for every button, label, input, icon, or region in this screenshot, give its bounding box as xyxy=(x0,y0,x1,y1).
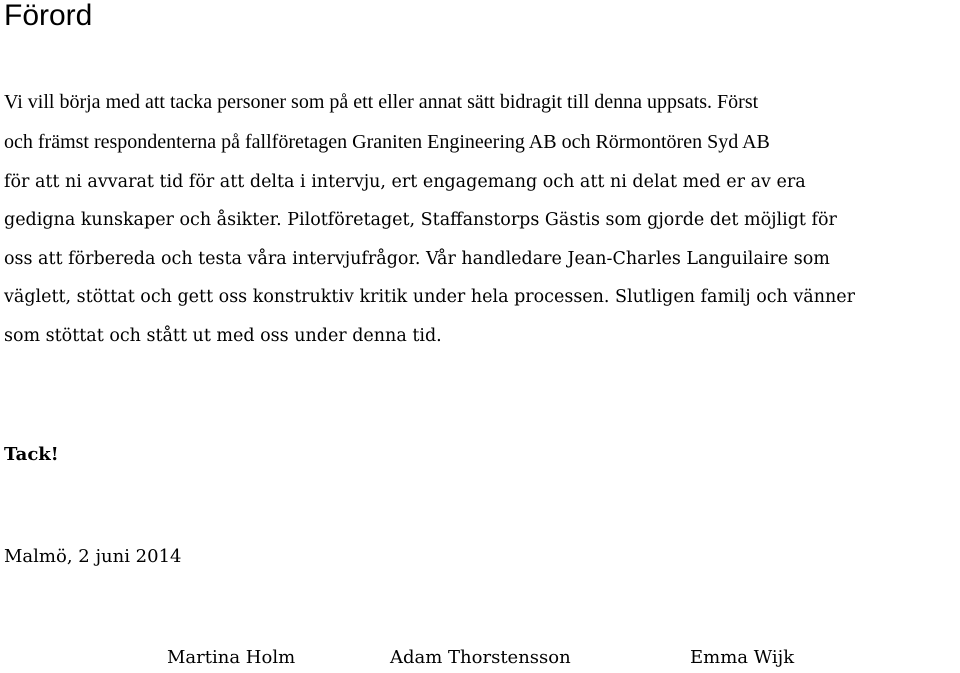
paragraph-line: Vi vill börja med att tacka personer som på ett eller annat sätt bidragit till denna uppsats. Först xyxy=(4,91,759,113)
signature-name: Adam Thorstensson xyxy=(390,647,571,668)
page-title: Förord xyxy=(4,0,93,32)
thanks-text: Tack! xyxy=(4,444,59,465)
paragraph-line: oss att förbereda och testa våra intervjufrågor. Vår handledare Jean-Charles Languilaire som xyxy=(4,249,830,269)
paragraph-line: för att ni avvarat tid för att delta i intervju, ert engagemang och att ni delat med er av era xyxy=(4,172,806,192)
place-date: Malmö, 2 juni 2014 xyxy=(4,546,182,567)
signature-name: Emma Wijk xyxy=(690,647,795,668)
paragraph-line: gedigna kunskaper och åsikter. Pilotföretaget, Staffanstorps Gästis som gjorde det möjligt för xyxy=(4,210,837,230)
signature-name: Martina Holm xyxy=(167,647,296,668)
paragraph-line: väglett, stöttat och gett oss konstruktiv kritik under hela processen. Slutligen familj och vänner xyxy=(4,287,855,307)
paragraph-line: och främst respondenterna på fallföretagen Graniten Engineering AB och Rörmontören Syd AB xyxy=(4,131,770,153)
paragraph-line: som stöttat och stått ut med oss under denna tid. xyxy=(4,326,442,346)
